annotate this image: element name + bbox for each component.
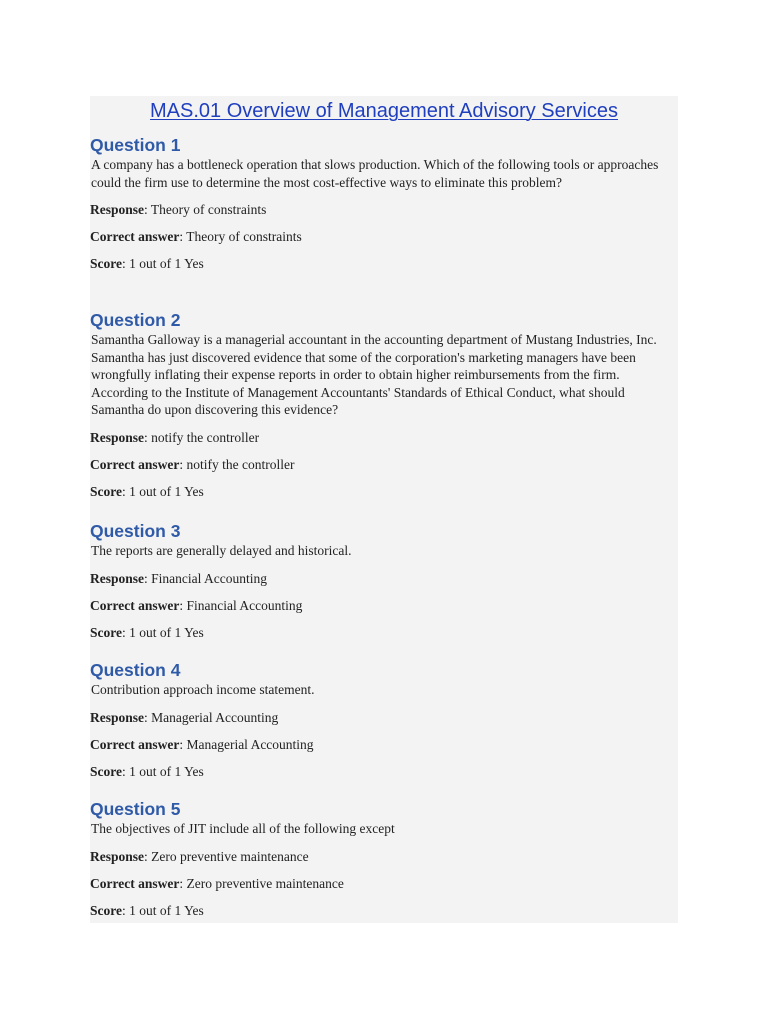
question-text: Contribution approach income statement. <box>91 682 315 697</box>
response-label: Response <box>90 709 145 725</box>
question-heading: Question 4 <box>90 660 181 680</box>
score-label: Score <box>90 256 122 272</box>
score-value: : 1 out of 1 Yes <box>122 483 204 499</box>
question-text: A company has a bottleneck operation that slows production. Which of the following tools or approaches could the firm use to determine the most cost-effective ways to eliminate this problem? <box>91 157 659 190</box>
correct-answer-line <box>90 228 678 245</box>
correct-answer-line <box>90 456 678 473</box>
score-label: Score <box>90 624 122 640</box>
score-value: : 1 out of 1 Yes <box>122 902 204 918</box>
response-label: Response <box>90 202 145 218</box>
response-value: : Zero preventive maintenance <box>144 848 309 864</box>
score-label: Score <box>90 902 122 918</box>
score-value: : 1 out of 1 Yes <box>122 763 204 779</box>
response-line <box>90 201 678 218</box>
response-label: Response <box>90 848 145 864</box>
score-line <box>90 902 678 919</box>
question-text: The reports are generally delayed and historical. <box>91 543 352 558</box>
response-line <box>90 848 678 865</box>
score-label: Score <box>90 763 122 779</box>
score-line <box>90 624 678 641</box>
question-heading: Question 2 <box>90 310 181 330</box>
correct-answer-value: : Zero preventive maintenance <box>179 875 344 891</box>
question-block-4 <box>90 659 678 780</box>
correct-answer-value: : notify the controller <box>179 456 295 472</box>
question-heading: Question 3 <box>90 521 181 541</box>
correct-answer-line <box>90 597 678 614</box>
response-line <box>90 709 678 726</box>
question-heading: Question 5 <box>90 799 181 819</box>
correct-answer-label: Correct answer <box>90 597 180 613</box>
correct-answer-value: : Financial Accounting <box>179 597 303 613</box>
score-line <box>90 255 678 272</box>
question-block-3 <box>90 520 678 641</box>
document-title: MAS.01 Overview of Management Advisory Services <box>150 100 618 122</box>
question-block-5 <box>90 798 678 919</box>
score-label: Score <box>90 483 122 499</box>
score-line <box>90 763 678 780</box>
response-value: : Managerial Accounting <box>144 709 279 725</box>
response-value: : Theory of constraints <box>144 202 267 218</box>
correct-answer-line <box>90 875 678 892</box>
score-value: : 1 out of 1 Yes <box>122 256 204 272</box>
response-label: Response <box>90 570 145 586</box>
correct-answer-value: : Managerial Accounting <box>179 736 314 752</box>
question-block-2 <box>90 309 678 500</box>
correct-answer-value: : Theory of constraints <box>179 229 302 245</box>
response-line <box>90 429 678 446</box>
correct-answer-label: Correct answer <box>90 456 180 472</box>
question-text: The objectives of JIT include all of the following except <box>91 821 395 836</box>
correct-answer-label: Correct answer <box>90 736 180 752</box>
response-value: : Financial Accounting <box>144 570 267 586</box>
question-heading: Question 1 <box>90 135 181 155</box>
response-label: Response <box>90 429 145 445</box>
correct-answer-label: Correct answer <box>90 229 180 245</box>
score-value: : 1 out of 1 Yes <box>122 624 204 640</box>
question-text: Samantha Galloway is a managerial accountant in the accounting department of Mustang Industries, Inc. Samantha has just discovered evidence that some of the corporation's marketing managers have been wrongfully inflating their expense reports in order to obtain higher reimbursements from the firm. According to the Institute of Management Accountants' Standards of Ethical Conduct, what should Samantha do upon discovering this evidence? <box>91 332 657 418</box>
question-block-1 <box>90 134 678 272</box>
score-line <box>90 483 678 500</box>
document-page <box>90 96 678 923</box>
correct-answer-label: Correct answer <box>90 875 180 891</box>
response-line <box>90 570 678 587</box>
correct-answer-line <box>90 736 678 753</box>
response-value: : notify the controller <box>144 429 260 445</box>
